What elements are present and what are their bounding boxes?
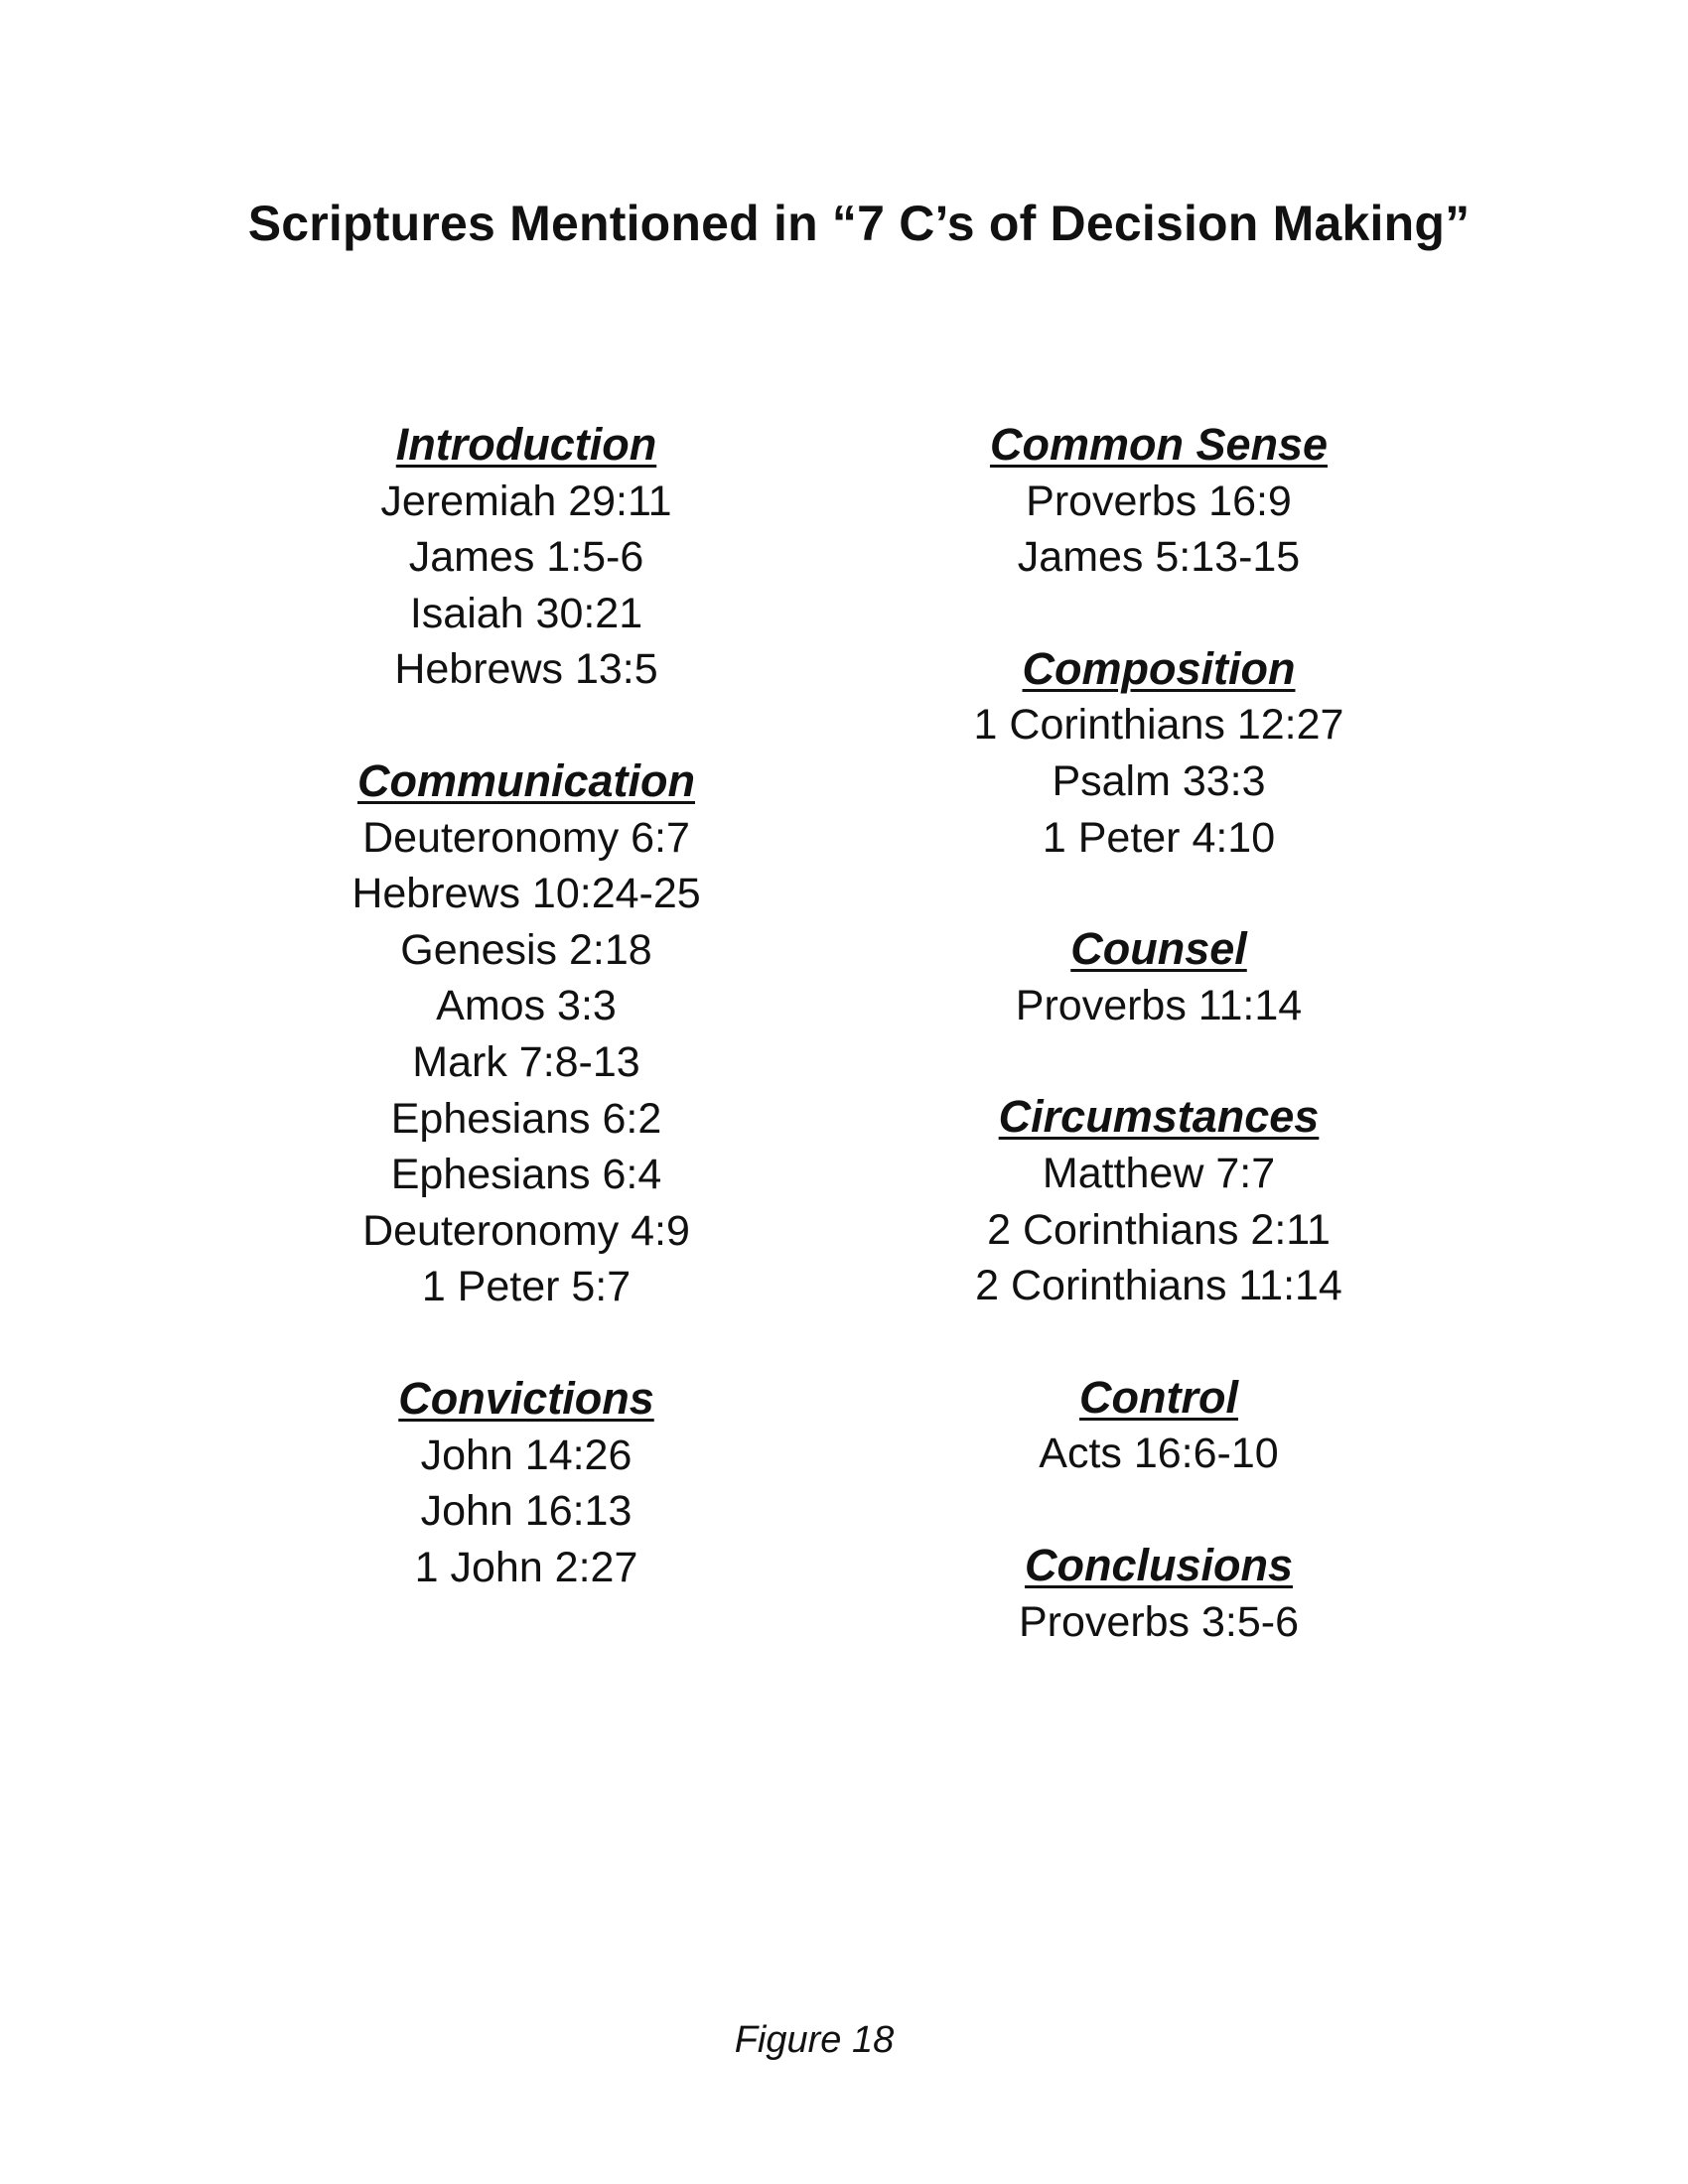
scripture-reference: Proverbs 16:9 [1026,477,1292,525]
scripture-reference: 1 John 2:27 [414,1543,638,1591]
scripture-reference: 1 Peter 4:10 [1042,813,1276,862]
scripture-reference: Deuteronomy 4:9 [362,1206,690,1255]
section-common-sense [881,417,1437,586]
section-introduction [248,417,804,698]
scripture-reference: Acts 16:6-10 [1039,1430,1279,1478]
scripture-reference: John 16:13 [420,1487,633,1536]
scripture-reference: Psalm 33:3 [1052,756,1266,805]
left-column [248,417,804,1651]
scripture-reference: 1 Corinthians 12:27 [973,701,1344,750]
scripture-reference: Proverbs 11:14 [1015,981,1303,1029]
scripture-reference: James 5:13-15 [1017,533,1301,582]
section-heading: Counsel [1070,923,1247,975]
section-composition [881,641,1437,866]
scripture-reference: John 14:26 [420,1431,633,1479]
scripture-reference: Amos 3:3 [436,982,617,1030]
scripture-reference: Jeremiah 29:11 [380,477,672,525]
scripture-reference: Hebrews 10:24-25 [352,870,701,918]
scripture-reference: Hebrews 13:5 [394,645,658,694]
scripture-reference: Deuteronomy 6:7 [362,813,690,862]
section-heading: Convictions [398,1372,654,1424]
right-column [881,417,1437,1706]
scripture-reference: Proverbs 3:5-6 [1018,1597,1300,1646]
scripture-reference: Isaiah 30:21 [409,589,643,637]
section-heading: Conclusions [1024,1539,1294,1590]
section-convictions [248,1371,804,1595]
section-control [881,1370,1437,1482]
section-heading: Circumstances [998,1091,1320,1143]
section-conclusions [881,1538,1437,1650]
scripture-reference: Matthew 7:7 [1042,1149,1276,1197]
section-heading: Communication [356,754,695,806]
scripture-reference: 2 Corinthians 2:11 [987,1205,1331,1254]
scripture-reference: 1 Peter 5:7 [421,1263,632,1311]
scripture-reference: James 1:5-6 [408,533,644,582]
figure-caption: Figure 18 [734,2019,895,2061]
scripture-reference: Ephesians 6:2 [390,1094,662,1143]
section-heading: Composition [1022,642,1296,694]
section-heading: Common Sense [989,419,1329,470]
scripture-reference: Ephesians 6:4 [390,1151,662,1199]
scripture-reference: Genesis 2:18 [400,925,652,974]
scripture-reference: 2 Corinthians 11:14 [975,1262,1342,1310]
section-heading: Control [1079,1371,1238,1423]
section-circumstances [881,1089,1437,1313]
section-communication [248,753,804,1315]
scripture-reference: Mark 7:8-13 [412,1037,640,1086]
page-title: Scriptures Mentioned in “7 C’s of Decision Making” [247,196,1471,251]
section-counsel [881,921,1437,1033]
section-heading: Introduction [395,419,657,470]
